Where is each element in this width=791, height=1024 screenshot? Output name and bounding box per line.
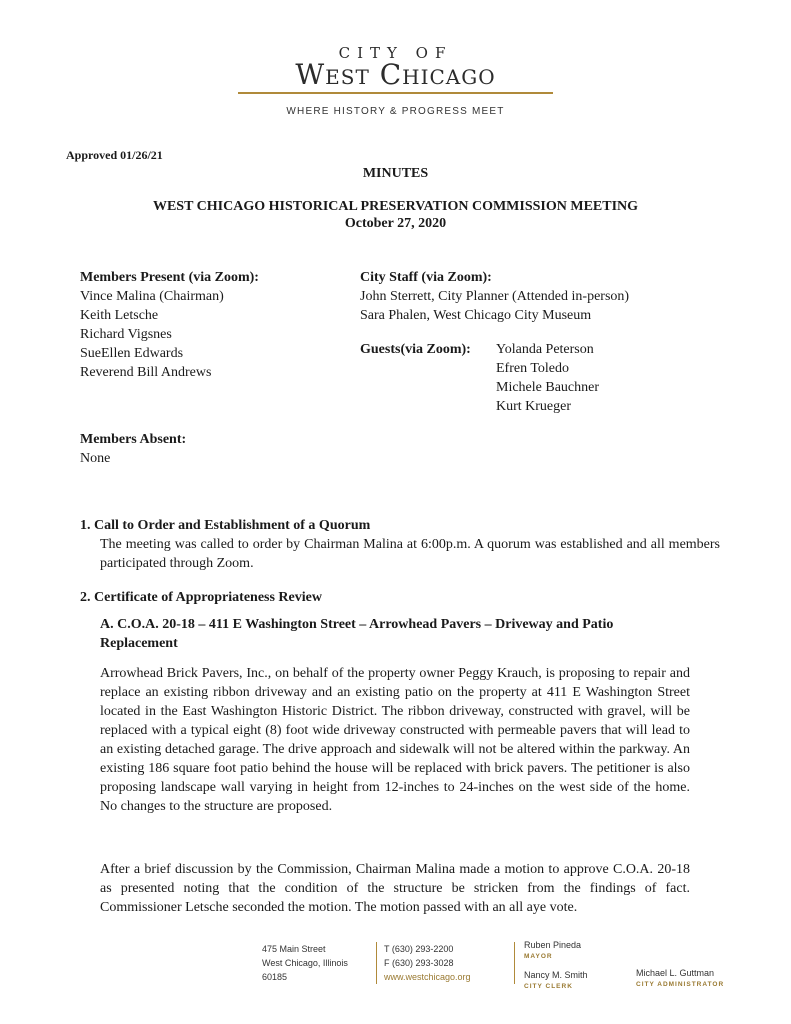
footer-divider bbox=[514, 942, 515, 984]
footer-contact bbox=[384, 942, 471, 984]
section-heading: 1. Call to Order and Establishment of a Quorum bbox=[80, 518, 371, 533]
members-absent-value: None bbox=[80, 451, 111, 466]
tagline: WHERE HISTORY & PROGRESS MEET bbox=[286, 106, 505, 117]
coa-item-heading-line1: A. C.O.A. 20-18 – 411 E Washington Street – Arrowhead Pavers – Driveway and Patio bbox=[100, 617, 614, 632]
section-text: The meeting was called to order by Chairman Malina at 6:00p.m. A quorum was established and all members participated through Zoom. bbox=[100, 537, 720, 571]
address-line: 475 Main Street bbox=[262, 944, 326, 954]
city-staff bbox=[360, 268, 629, 325]
member-name: SueEllen Edwards bbox=[80, 346, 184, 361]
mayor-title: MAYOR bbox=[524, 953, 553, 960]
guests-heading: Guests(via Zoom): bbox=[360, 342, 471, 357]
member-name: Vince Malina (Chairman) bbox=[80, 289, 224, 304]
section-heading: 2. Certificate of Appropriateness Review bbox=[80, 590, 322, 605]
members-present bbox=[80, 268, 259, 382]
fax: F (630) 293-3028 bbox=[384, 958, 454, 968]
logo-city-of: CITY OF bbox=[338, 44, 453, 62]
guest-name: Efren Toledo bbox=[496, 361, 570, 376]
clerk-title: CITY CLERK bbox=[524, 983, 573, 990]
address-line: 60185 bbox=[262, 972, 288, 982]
member-name: Richard Vigsnes bbox=[80, 327, 172, 342]
meeting-date: October 27, 2020 bbox=[344, 216, 447, 231]
guest-name: Kurt Krueger bbox=[496, 399, 572, 414]
members-absent bbox=[80, 430, 186, 468]
admin-name: Michael L. Guttman bbox=[636, 968, 715, 978]
footer-address bbox=[262, 942, 348, 984]
members-present-heading: Members Present (via Zoom): bbox=[80, 270, 259, 285]
page-title: MINUTES bbox=[362, 166, 429, 181]
member-name: Reverend Bill Andrews bbox=[80, 365, 212, 380]
member-name: Keith Letsche bbox=[80, 308, 159, 323]
admin-title: CITY ADMINISTRATOR bbox=[636, 981, 725, 988]
guest-name: Yolanda Peterson bbox=[496, 342, 594, 357]
footer-divider bbox=[376, 942, 377, 984]
meeting-header bbox=[0, 198, 791, 232]
coa-item-heading-line2: Replacement bbox=[100, 636, 178, 651]
city-staff-heading: City Staff (via Zoom): bbox=[360, 270, 492, 285]
coa-item-heading bbox=[80, 615, 720, 653]
staff-name: Sara Phalen, West Chicago City Museum bbox=[360, 308, 592, 323]
phone: T (630) 293-2200 bbox=[384, 944, 454, 954]
mayor-name: Ruben Pineda bbox=[524, 940, 582, 950]
guest-name: Michele Bauchner bbox=[496, 380, 600, 395]
guests bbox=[360, 340, 599, 416]
staff-name: John Sterrett, City Planner (Attended in-person) bbox=[360, 289, 630, 304]
section-call-to-order bbox=[80, 516, 720, 573]
logo-west-chicago: West Chicago bbox=[295, 58, 496, 91]
section-coa-review bbox=[80, 588, 720, 653]
members-absent-heading: Members Absent: bbox=[80, 432, 187, 447]
logo-divider bbox=[238, 92, 553, 94]
approved-date: Approved 01/26/21 bbox=[66, 148, 163, 162]
footer-officials bbox=[524, 940, 588, 992]
meeting-title: WEST CHICAGO HISTORICAL PRESERVATION COMMISSION MEETING bbox=[152, 199, 639, 214]
coa-description: Arrowhead Brick Pavers, Inc., on behalf of the property owner Peggy Krauch, is proposing to repair and replace an existing ribbon driveway and an existing patio on the property at 411 E Washington Street located in the East Washington Historic District. The ribbon driveway, constructed with gravel, will be replaced with a typical eight (8) foot wide driveway constructed with permeable pavers that will lead to an existing detached garage. The drive approach and sidewalk will not be altered within the parkway. An existing 186 square foot patio behind the house will be replaced with brick pavers. The petitioner is also proposing landscape wall varying in height from 12-inches to 24-inches on the west side of the home. No changes to the structure are proposed. bbox=[100, 666, 690, 814]
website-link[interactable]: www.westchicago.org bbox=[384, 972, 471, 982]
address-line: West Chicago, Illinois bbox=[262, 958, 348, 968]
footer-administrator bbox=[636, 968, 724, 990]
clerk-name: Nancy M. Smith bbox=[524, 970, 588, 980]
coa-motion: After a brief discussion by the Commission, Chairman Malina made a motion to approve C.O.A. 20-18 as presented noting that the condition of the structure be stricken from the findings of fact. Commissioner Letsche seconded the motion. The motion passed with an all aye vote. bbox=[100, 862, 690, 915]
